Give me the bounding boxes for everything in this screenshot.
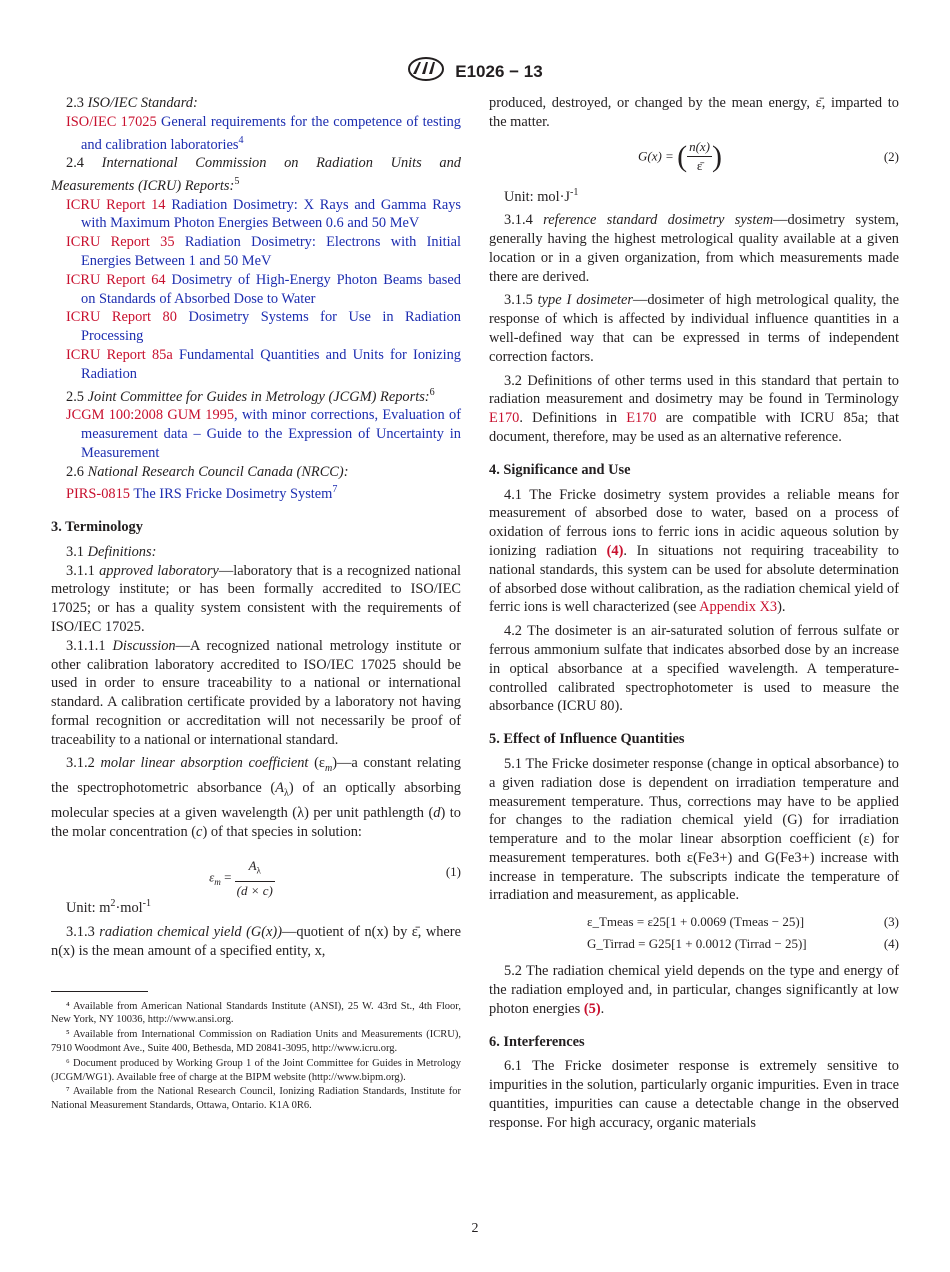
appendix-x3-link[interactable]: Appendix X3 [699,599,778,616]
section-2-6: 2.6 National Research Council Canada (NRCC): [66,463,349,480]
section-3-1-3: 3.1.3 radiation chemical yield (G(x))—quotient of n(x) by ε̄, where n(x) is the mean amount of a specified entity, x, [51,924,461,959]
page-header [0,56,950,87]
section-3-1-4: 3.1.4 reference standard dosimetry system—dosimetry system, generally having the highest metrological quality available at a given location or in a given organization, from which measurements made there are derived. [489,212,899,285]
ref-icru-64[interactable]: ICRU Report 64 Dosimetry of High-Energy Photon Beams based on Standards of Absorbed Dose to Water [66,271,461,307]
section-3-1-2: 3.1.2 molar linear absorption coefficient $(\varepsilon_m)—a$ constant relating the spectrophotometric absorbance $(A_\lambda)$ of an optically absorbing molecular species at a given wavelength (λ) per unit pathlength (d) to the molar concentration (c) of that species in solution: [51,755,461,840]
ref-4-link[interactable]: (4) [606,542,624,559]
footnote-7: ⁷ Available from the National Research Council, Ionizing Radiation Standards, Institute for National Measurement Standards, Ottawa, Ontario. K1A 0R6. [51,1086,461,1112]
footnote-4: ⁴ Available from American National Standards Institute (ANSI), 25 W. 43rd St., 4th Floor, New York, NY 10036, http://www.ansi.org. [51,1000,461,1026]
heading-interferences: 6. Interferences [489,1033,585,1050]
section-5-1: 5.1 The Fricke dosimeter response (change in optical absorbance) to a given radiation dose is dependent on irradiation temperature and measurement temperature. Thus, corrections may have to be applied for changes to the radiation chemical yield (G) for irradiation temperature and to the molar linear absorption coefficient (ε) for measurement temperatures. both ε(Fe3+) and G(Fe3+) increase with increase in temperature. The subscripts indicate the temperature of irradiation and measurement, as applicable. [489,755,899,904]
section-2-5: 2.5 Joint Committee for Guides in Metrology (JCGM) Reports:$^6$ [66,386,435,405]
footnote-rule [51,991,148,992]
section-3-1-1-1: 3.1.1.1 Discussion—A recognized national metrology institute or other calibration laboratory accredited to ISO/IEC 17025 should be used in order to ensure traceability to a national or international standard. A calibration certificate provided by a laboratory not having formal recognition or accreditation will not necessarily be proof of traceability to a national or international standard. [51,637,461,748]
footnote-5: ⁵ Available from International Commission on Radiation Units and Measurements (ICRU), 7910 Woodmont Ave., Suite 400, Bethesda, MD 20841-3095, http://www.icru.org. [51,1029,461,1054]
equation-2: G(x) = ( $\frac{n(x)}{\varepsilon̄}$ ) (2) [637,138,899,174]
ref-pirs-0815[interactable]: PIRS-0815 The IRS Fricke Dosimetry System$^7$ [66,484,338,503]
standard-designation: E1026 − 13 [455,61,543,81]
continuation-text: produced, destroyed, or changed by the mean energy, ε̄, imparted to the matter. [489,95,899,130]
heading-influence-quantities: 5. Effect of Influence Quantities [489,731,685,748]
unit-line-1: Unit: $m^2\cdot mol^{-1}$ [66,898,152,917]
section-5-2: 5.2 The radiation chemical yield depends on the type and energy of the radiation employed and, in particular, changes significantly at low photon energies (5). [489,963,899,1017]
ref-jcgm[interactable]: JCGM 100:2008 GUM 1995, with minor corrections, Evaluation of measurement data – Guide to the Expression of Uncertainty in Measurement [66,407,461,461]
link-e170[interactable]: E170 [489,410,520,427]
ref-5-link[interactable]: (5) [583,1000,601,1017]
astm-logo-icon [407,56,445,87]
ref-icru-35[interactable]: ICRU Report 35 Radiation Dosimetry: Electrons with Initial Energies Between 1 and 50 MeV [66,234,461,269]
equation-4: G_Tirrad = G25[1 + 0.0012 (Tirrad − 25)] (4) [587,936,899,952]
ref-icru-14[interactable]: ICRU Report 14 Radiation Dosimetry: X Rays and Gamma Rays with Maximum Photon Energies Between 0.6 and 50 MeV [66,196,462,232]
section-3-2: 3.2 Definitions of other terms used in this standard that pertain to radiation measurement and dosimetry may be found in Terminology E170. Definitions in E170 are compatible with ICRU 85a; that document, therefore, may be used as an alternative reference. [489,372,899,445]
heading-significance: 4. Significance and Use [489,461,631,478]
ref-icru-85a[interactable]: ICRU Report 85a Fundamental Quantities and Units for Ionizing Radiation [66,346,461,382]
equation-3: ε_Tmeas = ε25[1 + 0.0069 (Tmeas − 25)] (3) [587,914,899,930]
ref-iso-17025[interactable]: ISO/IEC 17025 General requirements for the competence of testing and calibration laboratories$^4$ [66,113,461,153]
section-2-3: 2.3 ISO/IEC Standard: [66,95,198,111]
link-e170-2[interactable]: E170 [626,410,657,427]
page-number: 2 [471,1221,479,1236]
section-4-2: 4.2 The dosimeter is an air-saturated solution of ferrous sulfate or ferrous ammonium sulfate that indicates absorbed dose by an increase in optical absorbance at a specified wavelength. A temperature-controlled calibrated spectrophotometer is used to measure the absorbance (ICRU 80). [489,623,899,715]
left-column [51,94,461,1114]
section-3-1: 3.1 Definitions: [66,543,157,560]
heading-terminology: 3. Terminology [51,518,143,535]
right-column [489,94,899,1133]
section-3-1-5: 3.1.5 type I dosimeter—dosimeter of high metrological quality, the response of which is affected by individual influence quantities in a well-defined way that can be expressed in terms of independent correction factors. [489,292,899,365]
ref-icru-80[interactable]: ICRU Report 80 Dosimetry Systems for Use in Radiation Processing [66,309,461,345]
equation-1: $\varepsilon_m$ = $\frac{A_\lambda}{(d \times c)}$ (1) [209,858,461,898]
section-6-1: 6.1 The Fricke dosimeter response is extremely sensitive to impurities in the solution, particularly organic impurities. Even in trace quantities, impurities can cause a detectable change in the observed response. For high accuracy, organic materials [489,1058,899,1131]
section-4-1: 4.1 The Fricke dosimetry system provides a reliable means for measurement of absorbed dose to water, based on a process of oxidation of ferrous ions to ferric ions in acidic aqueous solution by ionizing radiation (4). In situations not requiring traceability to national standards, this system can be used for absolute determination of absorbed dose without calibration, as the radiation chemical yield of ferric ions is well characterized (see Appendix X3). [489,486,899,616]
footnote-6: ⁶ Document produced by Working Group 1 of the Joint Committee for Guides in Metrology (JCGM/WG1). Available free of charge at the BIPM website (http://www.bipm.org). [51,1057,461,1083]
section-3-1-1: 3.1.1 approved laboratory—laboratory that is a recognized national metrology institute; or has been formally accredited to ISO/IEC 17025; or has a quality system consistent with the requirements of ISO/IEC 17025. [51,562,461,635]
section-2-4: 2.4 International Commission on Radiation Units and Measurements (ICRU) Reports:$^5$ [51,155,461,194]
unit-line-2: Unit: $mol\cdot J^{-1}$ [504,186,579,205]
